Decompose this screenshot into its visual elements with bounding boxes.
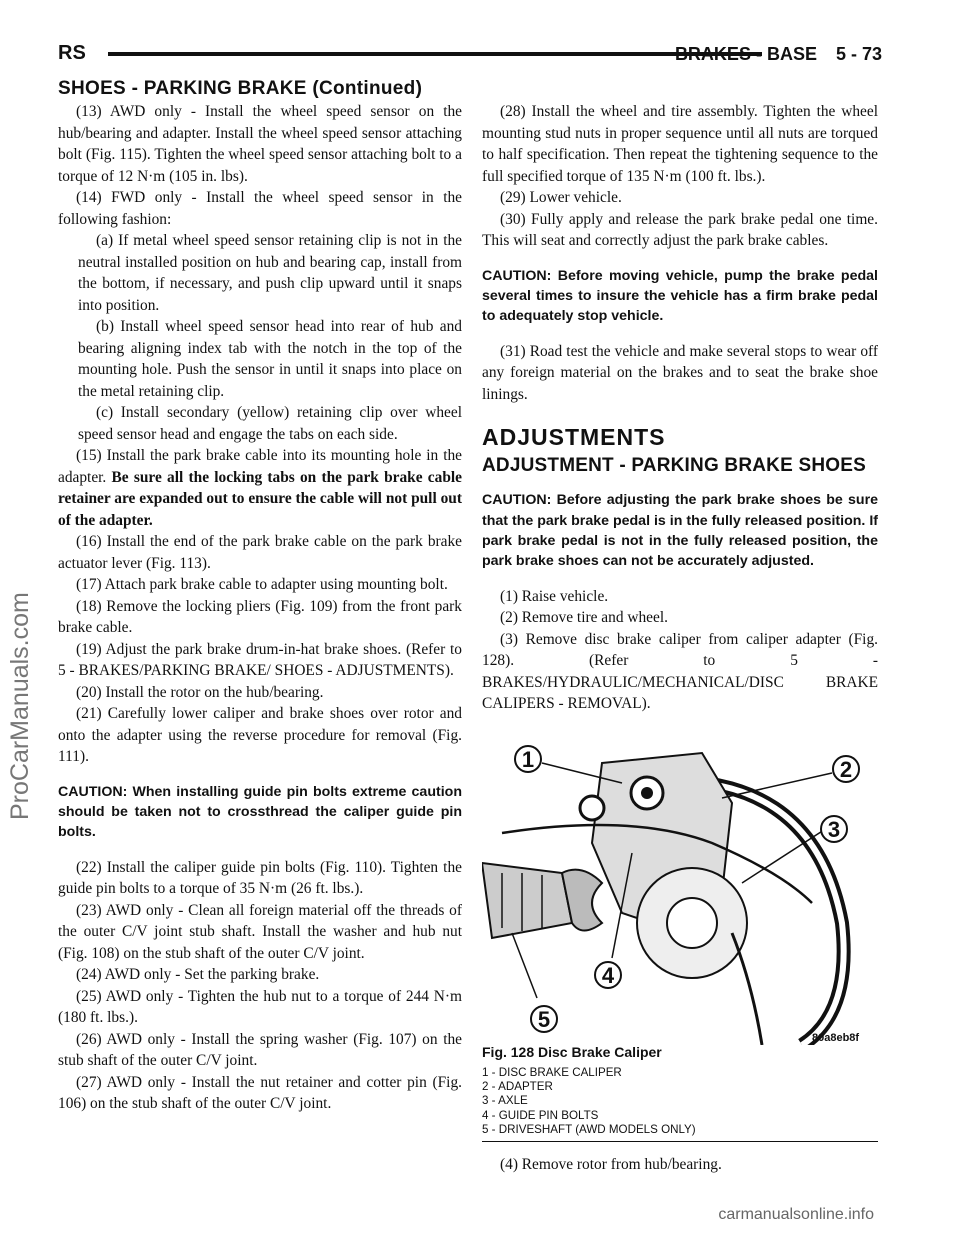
figure-code: 80a8eb8f — [812, 1032, 860, 1044]
paragraph-text: (b) Install wheel speed sensor head into rear of hub and bearing aligning index tab with the notch in the top of the mounting hole. Push the sensor in until it snaps into place on the metal retaining clip. — [78, 318, 462, 400]
figure-legend — [482, 1066, 878, 1142]
callout-1-label: 1 — [521, 747, 535, 772]
paragraph-text: (27) AWD only - Install the nut retainer and cotter pin (Fig. 106) on the stub shaft of the outer C/V joint. — [58, 1073, 462, 1113]
legend-item: 1 - DISC BRAKE CALIPER — [482, 1066, 622, 1079]
paragraph-text: (13) AWD only - Install the wheel speed sensor on the hub/bearing and adapter. Install the wheel speed sensor attaching bolt (Fig. 115). Tighten the wheel speed sensor attaching bolt to a torque of 12 N·m (105 in. lbs). — [58, 103, 462, 185]
step-text — [58, 682, 462, 704]
step-text — [58, 857, 462, 900]
paragraph-text: (23) AWD only - Clean all foreign material off the threads of the outer C/V joint stub shaft. Install the washer and hub nut (Fig. 108) on the stub shaft of the outer C/V joint. — [58, 901, 462, 962]
paragraph-text: (14) FWD only - Install the wheel speed sensor in the following fashion: — [58, 189, 462, 228]
paragraph-text: ADJUSTMENTS — [482, 424, 666, 451]
step-4-text: (4) Remove rotor from hub/bearing. — [500, 1156, 722, 1173]
step-text — [482, 101, 878, 187]
step-text — [58, 101, 462, 187]
step-text — [482, 341, 878, 406]
step-text — [482, 187, 878, 209]
substep-text — [58, 402, 462, 445]
paragraph-text: CAUTION: When installing guide pin bolts extreme caution should be taken not to crossthread the caliper guide pin bolts. — [58, 783, 462, 841]
step-text — [58, 703, 462, 768]
legend-item: 2 - ADAPTER — [482, 1080, 553, 1094]
caution-text — [482, 490, 878, 572]
paragraph-text: (24) AWD only - Set the parking brake. — [76, 966, 320, 984]
header-section: BRAKES - BASE — [674, 44, 817, 64]
paragraph-text: (25) AWD only - Tighten the hub nut to a torque of 244 N·m (180 ft. lbs.). — [58, 987, 462, 1027]
caution-text — [482, 266, 878, 327]
paragraph-text: (21) Carefully lower caliper and brake shoes over rotor and onto the adapter using the reverse procedure for removal (Fig. 111). — [58, 705, 462, 765]
step-text — [58, 639, 462, 682]
legend-item: 3 - AXLE — [482, 1094, 528, 1108]
figure-caption: Fig. 128 Disc Brake Caliper — [482, 1044, 662, 1060]
paragraph-text: (17) Attach park brake cable to adapter using mounting bolt. — [76, 576, 448, 593]
header-right — [661, 44, 882, 65]
paragraph-text: (a) If metal wheel speed sensor retaining clip is not in the neutral installed position on hub and bearing cap, install from the bottom, if necessary, and push clip upward until it snaps into position. — [78, 232, 462, 314]
callout-3-label: 3 — [827, 817, 841, 842]
right-column — [482, 101, 878, 715]
footer-site: carmanualsonline.info — [718, 1206, 874, 1223]
paragraph-text: (2) Remove tire and wheel. — [500, 609, 668, 627]
step-text — [58, 1029, 462, 1072]
step-text — [58, 596, 462, 639]
step-text — [58, 1072, 462, 1115]
step-text — [58, 574, 462, 596]
step-text — [58, 964, 462, 986]
caliper-illustration — [482, 723, 878, 1045]
paragraph-text: (1) Raise vehicle. — [500, 587, 609, 605]
paragraph-text: (31) Road test the vehicle and make several stops to wear off any foreign material on the brakes and to seat the brake shoe linings. — [482, 342, 878, 403]
paragraph-text: (28) Install the wheel and tire assembly. Tighten the wheel mounting stud nuts in proper sequence until all nuts are torqued to half specification. Then repeat the tightening sequence to the full specified torque of 135 N·m (100 ft. lbs.). — [482, 103, 878, 185]
paragraph-text: (3) Remove disc brake caliper from caliper adapter (Fig. 128). (Refer to 5 - BRAKES/HYDRAULIC/MECHANICAL/DISC BRAKE CALIPERS - REMOVAL). — [482, 630, 878, 713]
step-text — [482, 586, 878, 608]
step-text — [482, 209, 878, 252]
step-text — [482, 629, 878, 715]
watermark: ProCarManuals.com — [6, 592, 34, 820]
paragraph-text: CAUTION: Before moving vehicle, pump the brake pedal several times to insure the vehicle has a firm brake pedal to adequately stop vehicle. — [482, 267, 878, 325]
legend-item: 5 - DRIVESHAFT (AWD MODELS ONLY) — [482, 1122, 696, 1136]
section-heading — [482, 424, 878, 451]
step-text — [58, 531, 462, 574]
paragraph-text: (20) Install the rotor on the hub/bearing. — [76, 683, 324, 701]
step-text — [482, 607, 878, 629]
step-text — [58, 445, 462, 531]
paragraph-text: (c) Install secondary (yellow) retaining clip over wheel speed sensor head and engage the tabs on each side. — [78, 404, 462, 443]
paragraph-text: ADJUSTMENT - PARKING BRAKE SHOES — [482, 454, 866, 476]
paragraph-text: (22) Install the caliper guide pin bolts (Fig. 110). Tighten the guide pin bolts to a torque of 35 N·m (26 ft. lbs.). — [58, 858, 462, 898]
paragraph-text: CAUTION: Before adjusting the park brake shoes be sure that the park brake pedal is in the fully released position. If park brake pedal is not in the fully released position, the park brake shoes can not be accurately adjusted. — [482, 492, 878, 570]
paragraph-text: (15) Install the park brake cable into its mounting hole in the adapter. — [58, 447, 462, 486]
caution-text — [58, 782, 462, 843]
substep-text — [58, 316, 462, 402]
paragraph-text: (26) AWD only - Install the spring washer (Fig. 107) on the stub shaft of the outer C/V joint. — [58, 1030, 462, 1070]
paragraph-text: (18) Remove the locking pliers (Fig. 109) from the front park brake cable. — [58, 597, 462, 636]
paragraph-text: (30) Fully apply and release the park brake pedal one time. This will seat and correctly adjust the park brake cables. — [482, 210, 878, 249]
header-page-number: 5 - 73 — [835, 44, 882, 64]
paragraph-text: (16) Install the end of the park brake cable on the park brake actuator lever (Fig. 113). — [58, 533, 462, 572]
callout-5-label: 5 — [537, 1007, 551, 1032]
legend-item: 4 - GUIDE PIN BOLTS — [482, 1108, 599, 1122]
step-text — [58, 187, 462, 230]
subsection-heading — [482, 455, 878, 477]
paragraph-text: (19) Adjust the park brake drum-in-hat brake shoes. (Refer to 5 - BRAKES/PARKING BRAKE/ SHOES - ADJUSTMENTS). — [58, 640, 462, 679]
emphasis-text: Be sure all the locking tabs on the park brake cable retainer are expanded out to ensure the cable will not pull out of the adapter. — [58, 468, 462, 529]
left-column — [58, 101, 462, 1115]
callout-4-label: 4 — [601, 963, 615, 988]
figure-disc-brake-caliper — [482, 723, 878, 1045]
step-text — [58, 900, 462, 965]
callout-2-label: 2 — [839, 757, 853, 782]
substep-text — [58, 230, 462, 316]
continued-heading: SHOES - PARKING BRAKE (Continued) — [58, 78, 423, 99]
paragraph-text: (29) Lower vehicle. — [500, 189, 622, 206]
header-left: RS — [58, 42, 86, 64]
step-text — [58, 986, 462, 1029]
